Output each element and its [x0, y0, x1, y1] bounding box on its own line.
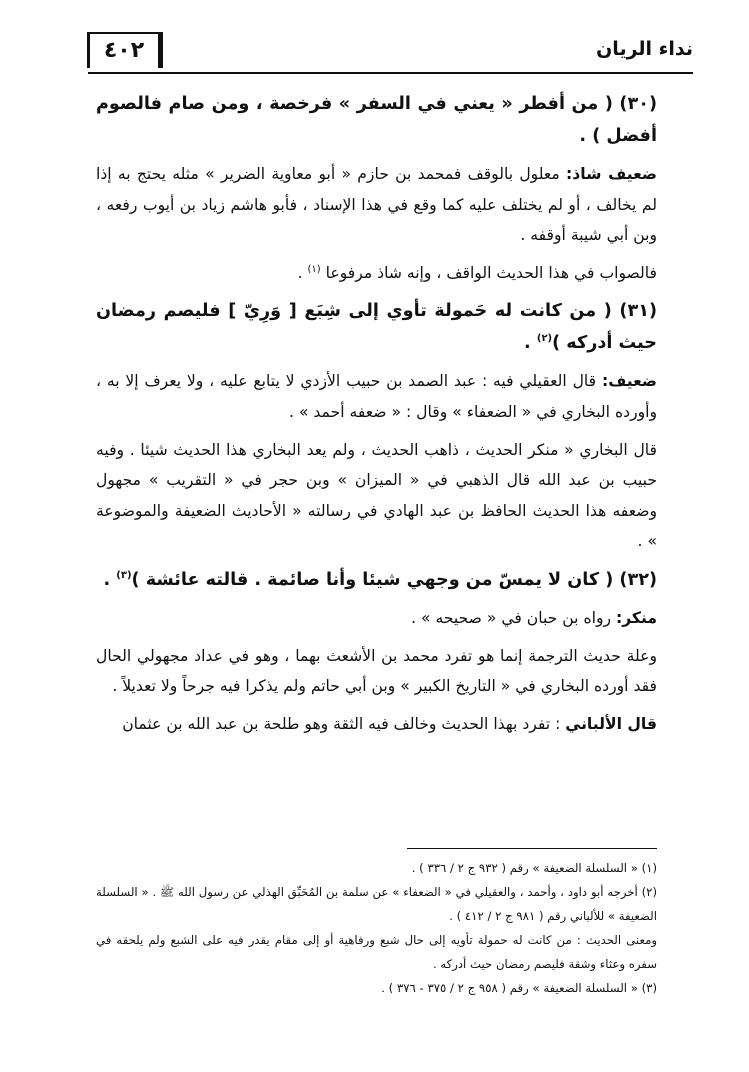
footnote-divider — [407, 848, 657, 849]
author-label: قال الألباني — [565, 714, 657, 733]
main-text — [96, 88, 657, 746]
footnote-3: (٣) « السلسلة الضعيفة » رقم ( ٩٥٨ ج ٢ / ٣٧٥ - ٣٧٦ ) . — [381, 981, 657, 995]
paragraph-7: قال الألباني : تفرد بهذا الحديث وخالف فيه الثقة وهو طلحة بن عبد الله بن عثمان — [122, 714, 657, 733]
paragraph-5: منكر: رواه بن حبان في « صحيحه » . — [411, 608, 657, 627]
paragraph-1: ضعيف شاذ: معلول بالوقف فمحمد بن حازم « أبو معاوية الضرير » مثله يحتج به إذا لم يخالف ، أو لم يختلف عليه كما وقع في هذا الإسناد ، فأبو هاشم زياد بن أيوب رفعه ، وبن أبي شيبة أوقفه . — [96, 165, 657, 245]
footnote-2-note: ومعنى الحديث : من كانت له حمولة تأويه إلى حال شبع ورفاهية أو إلى مقام يقدر فيه على الشبع ولم يلحقه في سفره وعثاء وشقة فليصم رمضان حيث أدركه . — [96, 933, 657, 971]
hadith-31: (٣١) ( من كانت له حَمولة تأوي إلى شِبَع [ وَرِيّ ] فليصم رمضان حيث أدركه )$^{(٢)}$ . — [96, 301, 657, 354]
footnote-2: (٢) أخرجه أبو داود ، وأحمد ، والعقيلي في « الضعفاء » عن سلمة بن المُحَبِّق الهذلي عن رسول الله ﷺ . « السلسلة الضعيفة » للألباني رقم ( ٩٨١ ج ٢ / ٤١٢ ) . — [96, 885, 657, 923]
grade-label: منكر: — [615, 608, 657, 627]
paragraph-2: فالصواب في هذا الحديث الواقف ، وإنه شاذ مرفوعا $^{(١)}$ . — [297, 263, 657, 282]
page-header — [88, 32, 693, 74]
hadith-30: (٣٠) ( من أفطر « يعني في السفر » فرخصة ، ومن صام فالصوم أفضل ) . — [96, 94, 657, 146]
page-number: ٤٠٢ — [88, 32, 160, 68]
footnote-ref: (٢) — [536, 333, 553, 345]
grade-label: ضعيف شاذ: — [566, 165, 657, 183]
paragraph-3: ضعيف: قال العقيلي فيه : عبد الصمد بن حبيب الأزدي لا يتابع عليه ، ولا يعرف إلا به ، وأورده البخاري في « الضعفاء » وقال : « ضعفه أحمد » . — [96, 372, 657, 421]
footnote-ref: (١) — [307, 263, 321, 275]
hadith-32: (٣٢) ( كان لا يمسّ من وجهي شيئا وأنا صائمة . قالته عائشة )$^{(٣)}$ . — [103, 569, 657, 590]
footnotes — [96, 856, 657, 1000]
running-title: نداء الريان — [596, 38, 693, 60]
grade-label: ضعيف: — [601, 372, 657, 391]
paragraph-6: وعلة حديث الترجمة إنما هو تفرد محمد بن الأشعث بهما ، وهو في عداد مجهولي الحال فقد أورده البخاري في « التاريخ الكبير » وبن أبي حاتم ولم يذكرا فيه جرحاً ولا تعديلاً . — [96, 646, 657, 696]
footnote-1: (١) « السلسلة الضعيفة » رقم ( ٩٣٢ ج ٢ / ٣٣٦ ) . — [411, 861, 657, 875]
footnote-ref: (٣) — [116, 570, 132, 582]
paragraph-4: قال البخاري « منكر الحديث ، ذاهب الحديث ، ولم يعد البخاري هذا الحديث شيئا . وفيه حبيب بن عبد الله قال الذهبي في « الميزان » وبن حجر في « التقريب » مجهول وضعفه هذا الحديث الحافظ بن عبد الهادي في رسالته « الأحاديث الضعيفة والموضوعة » . — [96, 440, 657, 551]
